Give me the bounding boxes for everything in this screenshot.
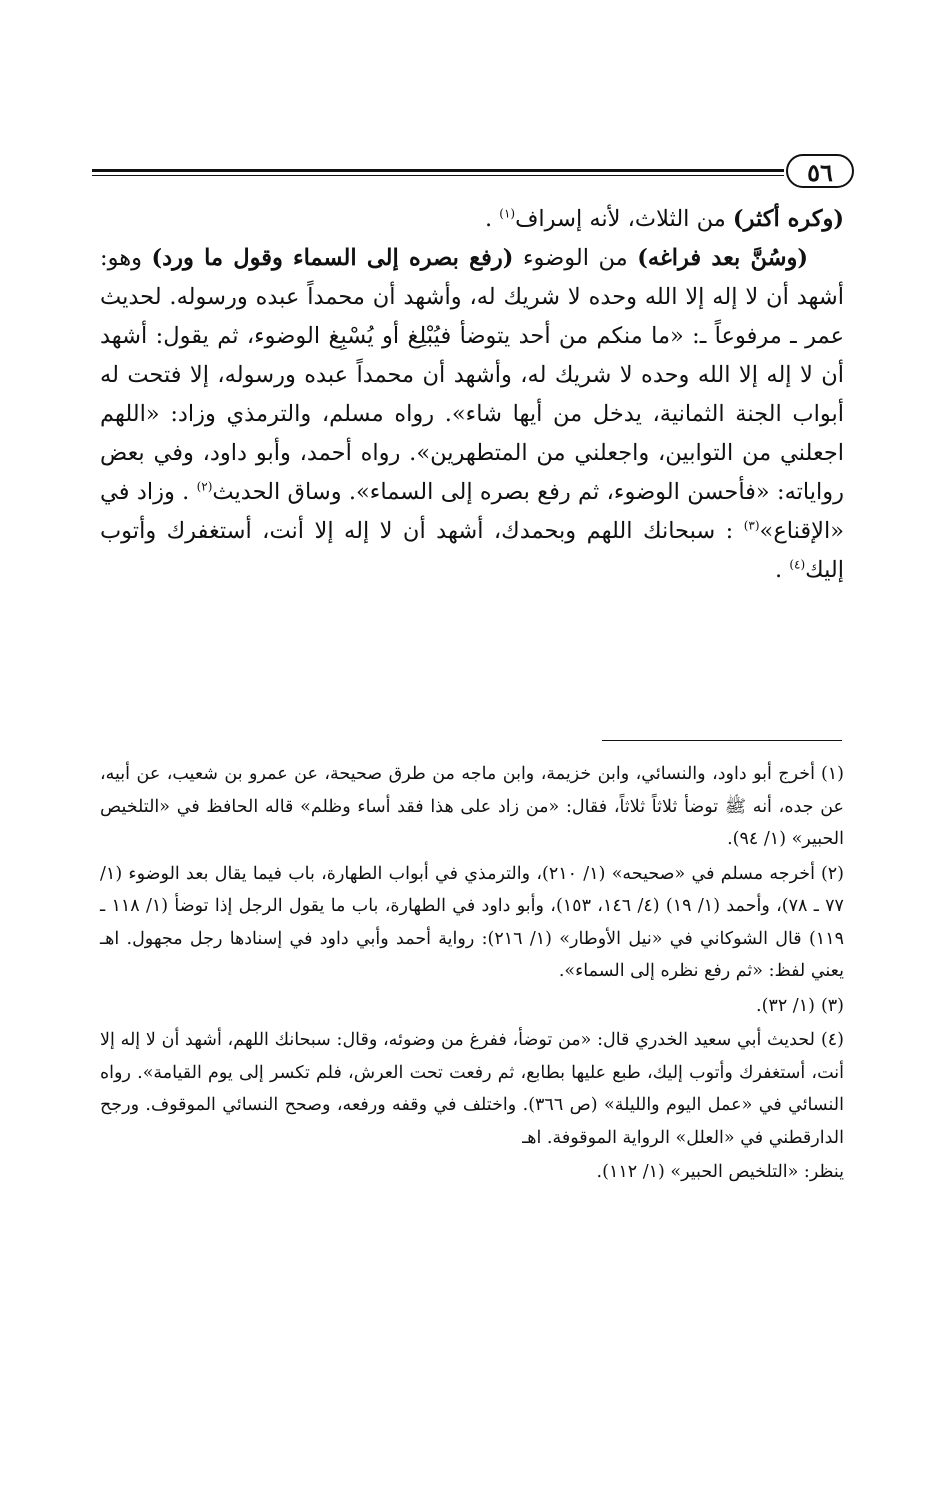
footnote-text: لحديث أبي سعيد الخدري قال: «من توضأ، ففرغ من وضوئه، وقال: سبحانك اللهم، أشهد أن لا إله إلا أنت، أستغفرك وأتوب إليك، طبع عليها بطابع، ثم رفعت تحت العرش، فلم تكسر إلى يوم القيامة». رواه النسائي في «عمل اليوم والليلة» (ص ٣٦٦). واختلف في وقفه ورفعه، وصحح النسائي الموقوف. ورجح الدارقطني في «العلل» الرواية الموقوفة. اهـ [100, 1030, 844, 1148]
footnote-number: (٣) [820, 995, 844, 1016]
footnote-ref: (٢) [196, 479, 213, 494]
header-rule-thin [92, 175, 784, 176]
commentary-text: . وزاد في «الإقناع» [100, 479, 844, 544]
paragraph-1 [100, 200, 844, 239]
footnote-3 [100, 990, 844, 1023]
commentary-text: من الثلاث، لأنه إسراف [515, 206, 733, 232]
footnote-4-tail: ينظر: «التلخيص الحبير» (١/ ١١٢). [596, 1162, 844, 1182]
footnote-number: (٤) [820, 1030, 844, 1050]
footnote-ref: (١) [499, 206, 516, 221]
footnote-2 [100, 858, 844, 988]
footnotes [100, 758, 844, 1191]
main-text [100, 200, 844, 590]
footnote-number: (١) [820, 764, 844, 784]
paragraph-2 [100, 239, 844, 590]
header-rule-thick [92, 169, 784, 172]
matn-phrase: (رفع بصره إلى السماء وقول ما ورد) [151, 245, 514, 271]
footnote-number: (٢) [820, 863, 844, 884]
matn-phrase: (وكره أكثر) [732, 206, 844, 232]
footnote-ref: (٤) [789, 557, 806, 572]
page-header [92, 152, 854, 192]
matn-phrase: (وسُنَّ بعد فراغه) [637, 245, 809, 271]
footnote-text: أخرجه مسلم في «صحيحه» (١/ ٢١٠)، والترمذي في أبواب الطهارة، باب فيما يقال بعد الوضوء (١/ ٧٧ ـ ٧٨)، وأحمد (١/ ١٩) (٤/ ١٤٦، ١٥٣)، وأبو داود في الطهارة، باب ما يقول الرجل إذا توضأ (١/ ١١٨ ـ ١١٩) قال الشوكاني في «نيل الأوطار» (١/ ٢١٦): رواية أحمد وأبي داود في إسنادها رجل مجهول. اهـ يعني لفظ: «ثم رفع نظره إلى السماء». [100, 863, 844, 981]
commentary-text: : سبحانك اللهم وبحمدك، أشهد أن لا إله إلا أنت، أستغفرك وأتوب إليك [100, 518, 844, 583]
footnote-1 [100, 758, 844, 856]
punctuation: . [484, 206, 500, 232]
commentary-text: وهو: أشهد أن لا إله إلا الله وحده لا شريك له، وأشهد أن محمداً عبده ورسوله. لحديث عمر ـ مرفوعاً ـ: «ما منكم من أحد يتوضأ فيُبْلِغ أو يُسْبِغ الوضوء، ثم يقول: أشهد أن لا إله إلا الله وحده لا شريك له، وأشهد أن محمداً عبده ورسوله، إلا فتحت له أبواب الجنة الثمانية، يدخل من أيها شاء». رواه مسلم، والترمذي وزاد: «اللهم اجعلني من التوابين، واجعلني من المتطهرين». رواه أحمد، وأبو داود، وفي بعض رواياته: «فأحسن الوضوء، ثم رفع بصره إلى السماء». وساق الحديث [100, 245, 845, 505]
footnote-text: أخرج أبو داود، والنسائي، وابن خزيمة، وابن ماجه من طرق صحيحة، عن عمرو بن شعيب، عن أبيه، عن جده، أنه ﷺ توضأ ثلاثاً ثلاثاً، فقال: «من زاد على هذا فقد أساء وظلم» قاله الحافظ في «التلخيص الحبير» (١/ ٩٤). [100, 764, 844, 849]
commentary-text: من الوضوء [513, 245, 638, 271]
footnote-separator [602, 740, 842, 741]
punctuation: . [775, 557, 790, 583]
footnote-4 [100, 1024, 844, 1154]
footnote-ref: (٣) [743, 518, 760, 533]
footnote-text: (١/ ٣٢). [756, 995, 815, 1016]
page-number: ٥٦ [786, 154, 854, 188]
